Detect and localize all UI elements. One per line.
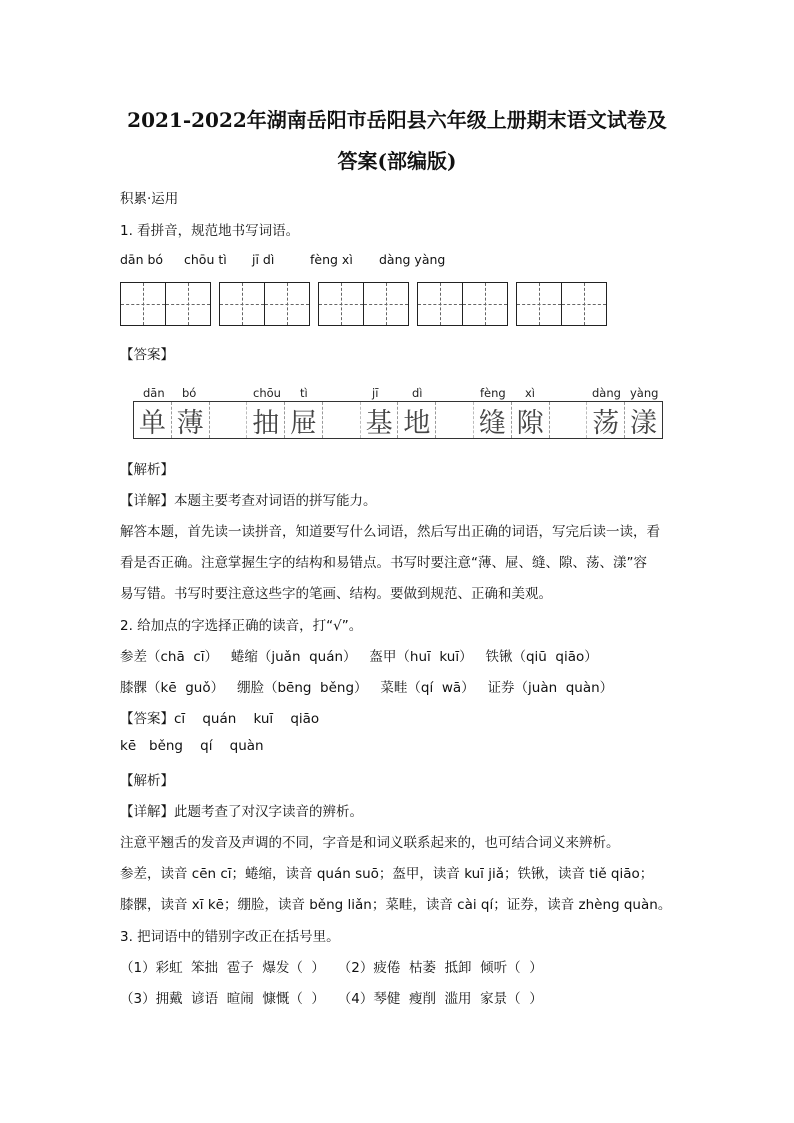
- answer-gap: [210, 402, 248, 438]
- q1-explain-3: 易写错。书写时要注意这些字的笔画、结构。要做到规范、正确和美观。: [120, 586, 552, 602]
- answer-pinyin-9: dàng: [592, 386, 621, 400]
- q2-detail: 【详解】此题考查了对汉字读音的辨析。: [120, 804, 363, 820]
- answer-pinyin-3: chōu: [253, 386, 281, 400]
- q2-answer-label: 【答案】: [120, 711, 174, 727]
- answer-char-10: 漾: [630, 407, 658, 439]
- q3-row-2: （3）拥戴 谚语 暄闹 慷慨（ ） （4）琴健 瘦削 滥用 家景（ ）: [120, 991, 543, 1007]
- answer-pinyin-8: xì: [525, 386, 536, 400]
- answer-pinyin-7: fèng: [480, 386, 506, 400]
- q1-pinyin-3: jī dì: [252, 252, 275, 267]
- writing-grid-5[interactable]: [516, 282, 606, 326]
- answer-char-3: 抽: [247, 402, 285, 438]
- answer-char-6: 地: [398, 402, 436, 438]
- writing-grid-4[interactable]: [417, 282, 507, 326]
- answer-char-9: 荡: [587, 402, 625, 438]
- answer-gap: [436, 402, 474, 438]
- q2-row-2: 膝髁（kē guǒ） 绷脸（bēng běng） 菜畦（qí wā） 证券（juàn quàn）: [120, 680, 614, 696]
- answer-char-4: 屉: [285, 402, 323, 438]
- answer-char-2: 薄: [172, 402, 210, 438]
- q2-explain-1: 注意平翘舌的发音及声调的不同，字音是和词义联系起来的，也可结合词义来辨析。: [120, 835, 620, 851]
- q1-detail: 【详解】本题主要考查对词语的拼写能力。: [120, 493, 377, 509]
- q1-explain-2: 看是否正确。注意掌握生字的结构和易错点。书写时要注意“薄、屉、缝、隙、荡、漾”容: [120, 555, 647, 571]
- answer-char-8: 隙: [512, 402, 550, 438]
- q1-pinyin-1: dān bó: [120, 252, 164, 267]
- q1-pinyin-4: fèng xì: [310, 252, 353, 267]
- q1-stem: 1. 看拼音，规范地书写词语。: [120, 223, 300, 239]
- page-title-line2: 答案(部编版): [337, 149, 457, 173]
- page-title-line1: 2021-2022年湖南岳阳市岳阳县六年级上册期末语文试卷及: [127, 108, 667, 132]
- q2-row-1: 参差（chā cī） 蜷缩（juǎn quán） 盔甲（huī kuī） 铁锹（qiū qiāo）: [120, 649, 598, 665]
- q2-answer-row-2: kē běng qí quàn: [120, 738, 264, 754]
- q1-pinyin-5: dàng yàng: [379, 252, 446, 267]
- q2-explain-2: 参差，读音 cēn cī；蜷缩，读音 quán suō；盔甲，读音 kuī jiǎ；铁锹，读音 tiě qiāo；: [120, 866, 654, 882]
- q1-analysis-label: 【解析】: [120, 462, 174, 478]
- answer-pinyin-10: yàng: [630, 386, 659, 400]
- answer-char-5: 基: [361, 402, 399, 438]
- answer-pinyin-1: dān: [143, 386, 165, 400]
- q2-answer: [120, 707, 319, 727]
- q2-explain-3: 膝髁，读音 xī kē；绷脸，读音 běng liǎn；菜畦，读音 cài qí；证券，读音 zhèng quàn。: [120, 897, 672, 913]
- q2-answer-row-1: cī quán kuī qiāo: [174, 711, 320, 727]
- q2-analysis-label: 【解析】: [120, 773, 174, 789]
- answer-pinyin-4: tì: [300, 386, 308, 400]
- answer-pinyin-5: jī: [372, 386, 379, 400]
- q1-explain-1: 解答本题，首先读一读拼音，知道要写什么词语，然后写出正确的词语，写完后读一读，看: [120, 524, 660, 540]
- answer-handwriting-grid: [133, 401, 663, 439]
- answer-char-1: 单: [134, 402, 172, 438]
- writing-grid-2[interactable]: [219, 282, 309, 326]
- q3-stem: 3. 把词语中的错别字改正在括号里。: [120, 929, 340, 945]
- answer-pinyin-6: dì: [412, 386, 423, 400]
- q3-row-1: （1）彩虹 笨拙 雹子 爆发（ ） （2）疲倦 枯萎 抵卸 倾听（ ）: [120, 960, 543, 976]
- writing-grid-1[interactable]: [120, 282, 210, 326]
- section-heading: 积累·运用: [120, 191, 179, 207]
- q2-stem: 2. 给加点的字选择正确的读音，打“√”。: [120, 618, 363, 634]
- writing-grid-3[interactable]: [318, 282, 408, 326]
- answer-gap: [323, 402, 361, 438]
- q1-answer-label: 【答案】: [120, 347, 174, 363]
- answer-gap: [550, 402, 588, 438]
- answer-pinyin-2: bó: [182, 386, 197, 400]
- answer-char-7: 缝: [474, 402, 512, 438]
- q1-pinyin-2: chōu tì: [184, 252, 227, 267]
